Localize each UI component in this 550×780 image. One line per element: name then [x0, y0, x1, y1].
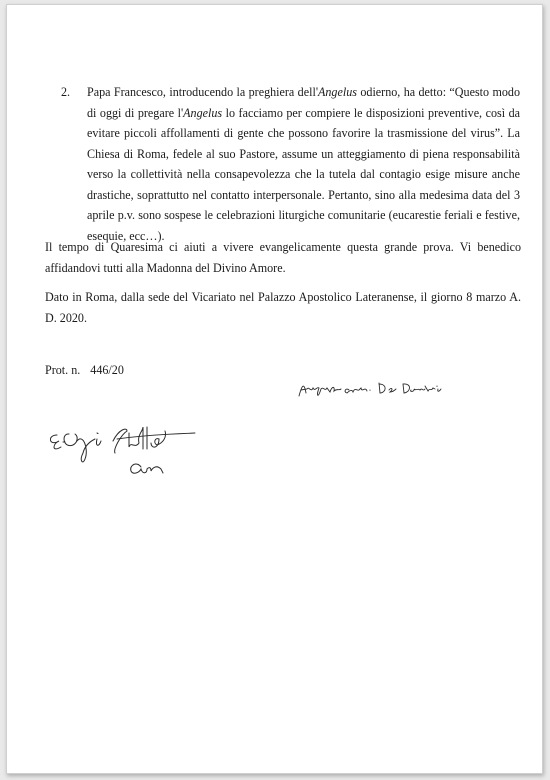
angelus-italic-1: Angelus: [318, 85, 357, 99]
signature-cardinal-image: [297, 377, 447, 401]
list-item-2: [61, 82, 520, 246]
protocol-label: Prot. n.: [45, 363, 81, 377]
signature-secretary: [43, 419, 203, 481]
signature-secretary-image: [43, 419, 203, 481]
document-page: [6, 4, 543, 774]
list-item-text-3: lo facciamo per compiere le disposizioni preventive, così da evitare piccoli affollamenti di gente che possono favorire la trasmissione del virus”. La Chiesa di Roma, fedele al suo Pastore, assume un atteggiamento di piena responsabilità verso la collettività nella consapevolezza che la tutela dal contagio esige misure anche drastiche, soprattutto nel contatto interpersonale. Pertanto, sino alla medesima data del 3 aprile p.v. sono sospese le celebrazioni liturgiche comunitarie (eucarestie feriali e festive, esequie, ecc…).: [87, 105, 520, 243]
list-item-text-2: odierno, ha detto: “Questo modo di oggi di pregare l': [87, 85, 520, 120]
list-item-body: [87, 82, 520, 246]
list-item-number: 2.: [61, 85, 71, 99]
protocol-value: 446/20: [90, 363, 124, 377]
angelus-italic-2: Angelus: [183, 105, 223, 120]
signature-cardinal: [297, 377, 447, 401]
list-item-text-1: Papa Francesco, introducendo la preghiera dell': [87, 85, 318, 99]
paragraph-blessing: Il tempo di Quaresima ci aiuti a vivere evangelicamente questa grande prova. Vi benedico affidandovi tutti alla Madonna del Divino Amore.: [45, 240, 521, 275]
protocol-number: [45, 360, 245, 381]
paragraph-date: Dato in Roma, dalla sede del Vicariato nel Palazzo Apostolico Lateranense, il giorno 8 marzo A. D. 2020.: [45, 290, 521, 325]
